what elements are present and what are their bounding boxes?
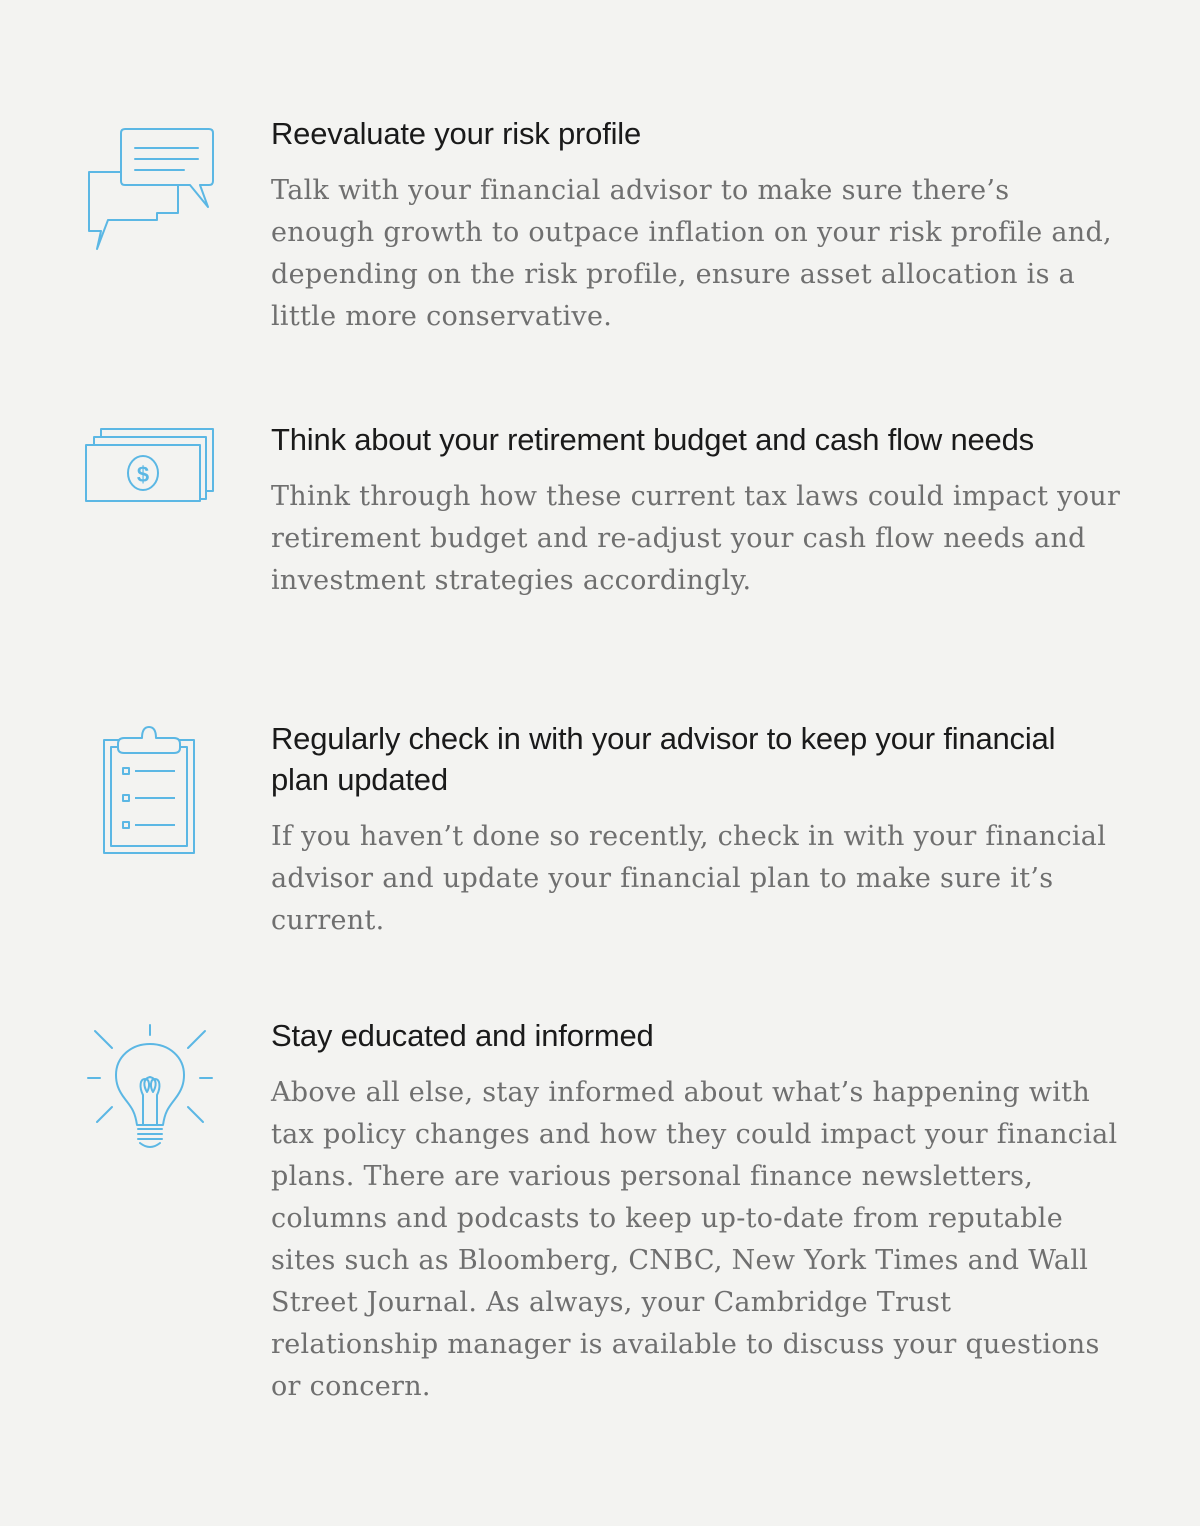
section-body: Talk with your financial advisor to make sure there’s enough growth to outpace inflation on your risk profile and, depending on the risk profile, ensure asset allocation is a little more conservative. [271, 175, 1112, 332]
section-title: Regularly check in with your advisor to keep your financial plan updated [271, 721, 1056, 797]
section-body: If you haven’t done so recently, check in with your financial advisor and update your financial plan to make sure it’s current. [271, 821, 1107, 936]
section-body: Think through how these current tax laws could impact your retirement budget and re-adjust your cash flow needs and investment strategies accordingly. [271, 481, 1121, 596]
section-title: Stay educated and informed [271, 1018, 654, 1053]
section-text [271, 1015, 1121, 1408]
section-title: Think about your retirement budget and cash flow needs [271, 422, 1034, 457]
section-text [271, 113, 1121, 338]
money-bills-icon [80, 405, 220, 545]
section-text [271, 419, 1121, 602]
section-text [271, 718, 1121, 942]
chat-bubbles-icon [80, 115, 220, 255]
clipboard-checklist-icon [80, 720, 220, 860]
section-title: Reevaluate your risk profile [271, 116, 642, 151]
section-body: Above all else, stay informed about what’s happening with tax policy changes and how they could impact your financial plans. There are various personal finance newsletters, columns and podcasts to keep up-to-date from reputable sites such as Bloomberg, CNBC, New York Times and Wall Street Journal. As always, your Cambridge Trust relationship manager is available to discuss your questions or concern. [271, 1077, 1118, 1402]
svg-text:$: $ [136, 462, 150, 487]
lightbulb-icon [80, 1015, 220, 1155]
